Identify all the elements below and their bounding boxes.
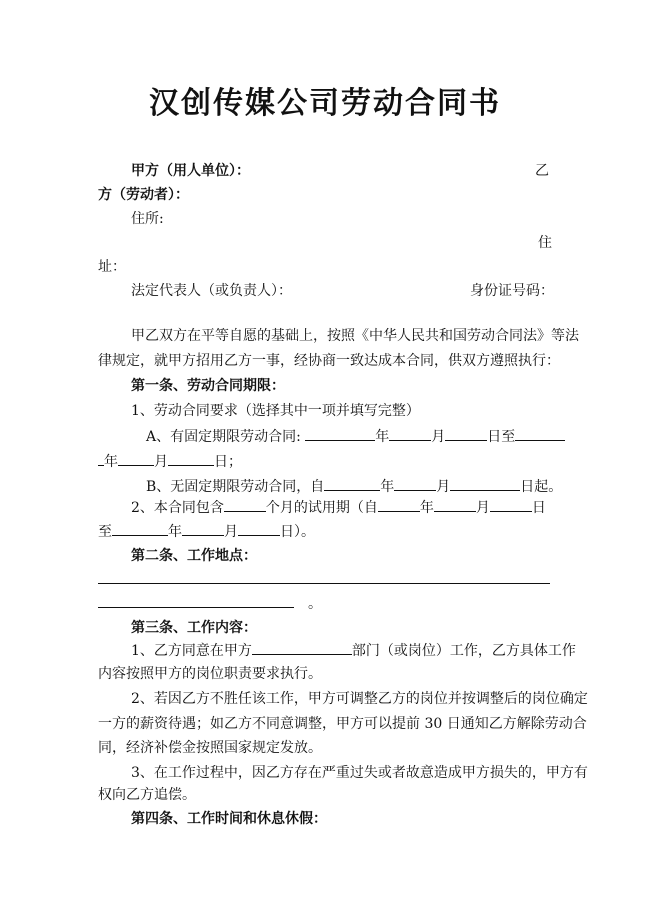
article-3-item-2-line-3: 同，经济补偿金按照国家规定发放。 <box>98 740 322 756</box>
article-1-title: 第一条、劳动合同期限： <box>131 378 285 394</box>
probation-months-blank[interactable] <box>224 497 266 512</box>
party-b-prefix: 乙 <box>535 163 549 179</box>
end-day-blank[interactable] <box>168 451 214 466</box>
probation-end-month-blank[interactable] <box>182 521 224 536</box>
work-location-blank-1[interactable] <box>98 583 550 584</box>
article-3-title: 第三条、工作内容： <box>131 620 257 636</box>
year-label: 年 <box>104 454 118 470</box>
work-location-period: 。 <box>308 596 322 612</box>
fixed-term-line <box>146 426 565 447</box>
open-day-blank[interactable] <box>450 476 520 491</box>
article-3-item-1 <box>131 640 576 661</box>
open-month-blank[interactable] <box>394 476 436 491</box>
probation-line <box>131 497 546 518</box>
month-label: 月 <box>431 429 446 445</box>
legal-representative-label: 法定代表人（或负责人）： <box>131 283 292 299</box>
address-a-label: 住所: <box>131 211 164 227</box>
end-year-blank-part1[interactable] <box>515 426 565 441</box>
article-2-title: 第二条、工作地点： <box>131 548 257 564</box>
open-term-line <box>146 476 562 497</box>
probation-end-day-blank[interactable] <box>238 521 280 536</box>
party-b-label: 方（劳动者）： <box>98 187 189 203</box>
day-to-label: 日至 <box>487 429 516 445</box>
probation-line-2 <box>98 521 315 542</box>
day-end-label: 日起。 <box>520 479 563 495</box>
probation-end-year-blank[interactable] <box>112 521 168 536</box>
probation-prefix: 2、本合同包含 <box>131 500 224 516</box>
article-3-item-1-line-2: 内容按照甲方的岗位职责要求执行。 <box>98 666 322 682</box>
year-label: 年 <box>380 479 395 495</box>
day-semicolon-label: 日； <box>214 454 242 470</box>
open-year-blank[interactable] <box>324 476 380 491</box>
art3-1-prefix: 1、乙方同意在甲方 <box>131 643 252 659</box>
intro-line-1: 甲乙双方在平等自愿的基础上，按照《中华人民共和国劳动合同法》等法 <box>131 328 579 344</box>
month-label: 月 <box>154 454 168 470</box>
open-term-label: B、无固定期限劳动合同，自 <box>146 479 325 495</box>
article-3-item-3-line-1: 3、在工作过程中，因乙方存在严重过失或者故意造成甲方损失的，甲方有 <box>131 765 588 781</box>
probation-start-year-blank[interactable] <box>378 497 420 512</box>
id-number-label: 身份证号码： <box>470 283 554 299</box>
start-day-blank[interactable] <box>445 426 487 441</box>
year-label: 年 <box>375 429 390 445</box>
start-month-blank[interactable] <box>389 426 431 441</box>
document-title: 汉创传媒公司劳动合同书 <box>149 86 501 121</box>
article-3-item-3-line-2: 权向乙方追偿。 <box>98 787 196 803</box>
article-3-item-2-line-2: 一方的薪资待遇；如乙方不同意调整，甲方可以提前 30 日通知乙方解除劳动合 <box>98 716 587 732</box>
fixed-term-label: A、有固定期限劳动合同: <box>146 429 301 445</box>
probation-start-day-blank[interactable] <box>490 497 532 512</box>
to-label: 至 <box>98 524 112 540</box>
article-4-title: 第四条、工作时间和休息休假： <box>131 811 327 827</box>
month-label: 月 <box>224 524 238 540</box>
day-close-label: 日）。 <box>280 524 315 540</box>
month-label: 月 <box>436 479 451 495</box>
month-label: 月 <box>475 500 490 516</box>
year-label: 年 <box>419 500 434 516</box>
fixed-term-line-2 <box>98 451 242 472</box>
year-label: 年 <box>168 524 182 540</box>
address-b-prefix: 住 <box>538 235 552 251</box>
party-a-label: 甲方（用人单位）： <box>131 163 250 179</box>
start-year-blank[interactable] <box>305 426 375 441</box>
day-label: 日 <box>531 500 546 516</box>
address-b-label: 址： <box>98 259 126 275</box>
end-month-blank[interactable] <box>118 451 154 466</box>
department-blank[interactable] <box>252 640 352 655</box>
work-location-blank-2[interactable] <box>98 607 294 608</box>
article-3-item-2-line-1: 2、若因乙方不胜任该工作，甲方可调整乙方的岗位并按调整后的岗位确定 <box>131 691 588 707</box>
article-1-item-1: 1、劳动合同要求（选择其中一项并填写完整） <box>131 403 420 419</box>
probation-mid: 个月的试用期（自 <box>265 500 378 516</box>
intro-line-2: 律规定，就甲方招用乙方一事，经协商一致达成本合同，供双方遵照执行： <box>98 353 560 369</box>
probation-start-month-blank[interactable] <box>434 497 476 512</box>
art3-1-suffix: 部门（或岗位）工作，乙方具体工作 <box>351 643 576 659</box>
